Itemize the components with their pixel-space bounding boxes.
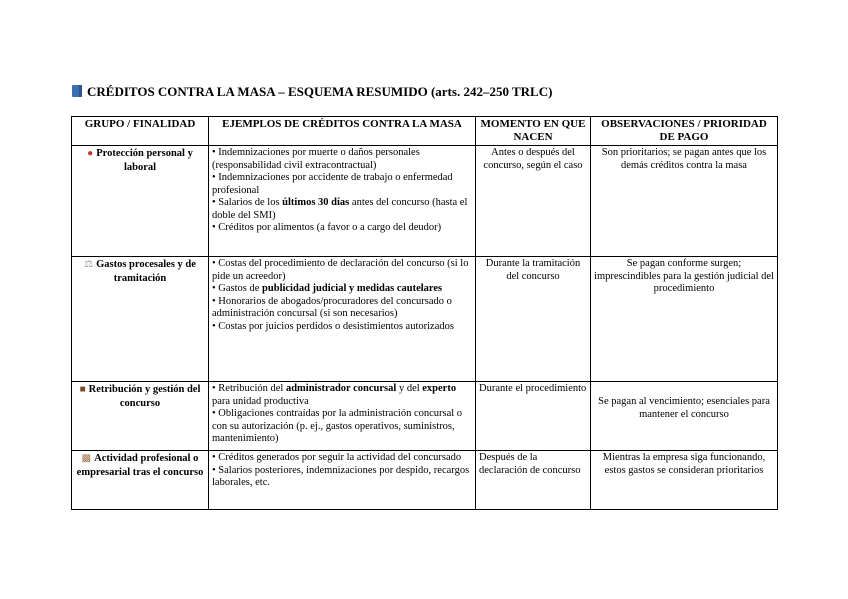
title-text: CRÉDITOS CONTRA LA MASA – ESQUEMA RESUMIDO (arts. 242–250 TRLC): [87, 84, 553, 99]
factory-icon: ▩: [81, 453, 92, 464]
table-row: [72, 451, 778, 510]
group-cell: [72, 382, 209, 451]
group-cell: [72, 146, 209, 257]
header-moment: MOMENTO EN QUE NACEN: [476, 117, 591, 146]
table-row: [72, 257, 778, 382]
example-item: [212, 465, 472, 490]
example-text: • Indemnizaciones por accidente de trabajo o enfermedad profesional: [212, 172, 453, 196]
example-text: para unidad productiva: [212, 395, 309, 407]
example-item: [212, 172, 472, 197]
example-text: • Honorarios de abogados/procuradores del concursado o administración concursal (si son necesarios): [212, 295, 452, 319]
briefcase-icon: ■: [79, 384, 86, 395]
example-item: [212, 147, 472, 172]
example-text: • Costas por juicios perdidos o desistimientos autorizados: [212, 320, 454, 332]
group-label: Actividad profesional o empresarial tras el concurso: [76, 453, 204, 478]
example-text: • Retribución del: [212, 383, 286, 394]
header-row: [72, 117, 778, 146]
examples-cell: [209, 451, 476, 510]
moment-cell: Después de la declaración de concurso: [476, 451, 591, 510]
scales-icon: ⚖: [84, 259, 94, 270]
example-text: antes del concurso (hasta el doble del SMI): [212, 197, 468, 221]
credits-table: [71, 116, 778, 510]
observations-cell: Mientras la empresa siga funcionando, estos gastos se consideran prioritarios: [591, 451, 778, 510]
example-text: • Créditos por alimentos (a favor o a cargo del deudor): [212, 222, 442, 233]
header-observations: OBSERVACIONES / PRIORIDAD DE PAGO: [591, 117, 778, 146]
example-bold: experto: [422, 383, 457, 394]
example-text: y del: [396, 383, 423, 394]
book-icon: [72, 85, 82, 97]
person-icon: ●: [87, 148, 94, 159]
table-row: [72, 382, 778, 451]
example-bold: últimos 30 días: [282, 197, 350, 208]
header-examples: EJEMPLOS DE CRÉDITOS CONTRA LA MASA: [209, 117, 476, 146]
group-label: Retribución y gestión del concurso: [88, 384, 201, 409]
moment-cell: Durante la tramitación del concurso: [476, 257, 591, 382]
group-cell: [72, 451, 209, 510]
example-bold: administrador concursal: [285, 383, 397, 394]
example-item: [212, 283, 472, 296]
group-label: Gastos procesales y de tramitación: [96, 259, 196, 284]
example-text: • Indemnizaciones por muerte o daños personales (responsabilidad civil extracontractual): [212, 147, 420, 171]
example-text: • Salarios de los: [212, 197, 283, 208]
group-label: Protección personal y laboral: [96, 148, 193, 173]
example-item: [212, 258, 472, 283]
observations-cell: Son prioritarios; se pagan antes que los demás créditos contra la masa: [591, 146, 778, 257]
table-row: [72, 146, 778, 257]
group-cell: [72, 257, 209, 382]
example-item: [212, 197, 472, 222]
example-text: • Costas del procedimiento de declaración del concurso (si lo pide un acreedor): [212, 258, 469, 282]
document-title: [72, 84, 772, 100]
example-text: • Obligaciones contraídas por la administración concursal o con su autorización (p. ej., gastos operativos, suministros, mantenimiento): [212, 408, 463, 444]
observations-cell: Se pagan al vencimiento; esenciales para mantener el concurso: [591, 382, 778, 451]
example-item: [212, 383, 472, 408]
examples-cell: [209, 382, 476, 451]
examples-cell: [209, 146, 476, 257]
example-item: [212, 408, 472, 446]
example-item: [212, 321, 472, 334]
observations-cell: Se pagan conforme surgen; imprescindibles para la gestión judicial del procedimiento: [591, 257, 778, 382]
example-item: [212, 296, 472, 321]
example-text: • Salarios posteriores, indemnizaciones por despido, recargos laborales, etc.: [212, 464, 470, 488]
example-item: [212, 452, 472, 465]
moment-cell: Antes o después del concurso, según el caso: [476, 146, 591, 257]
example-text: • Créditos generados por seguir la actividad del concursado: [212, 452, 462, 463]
moment-cell: Durante el procedimiento: [476, 382, 591, 451]
examples-cell: [209, 257, 476, 382]
example-item: [212, 222, 472, 235]
example-bold: publicidad judicial y medidas cautelares: [262, 283, 443, 294]
example-text: • Gastos de: [212, 283, 263, 294]
header-group: GRUPO / FINALIDAD: [72, 117, 209, 146]
